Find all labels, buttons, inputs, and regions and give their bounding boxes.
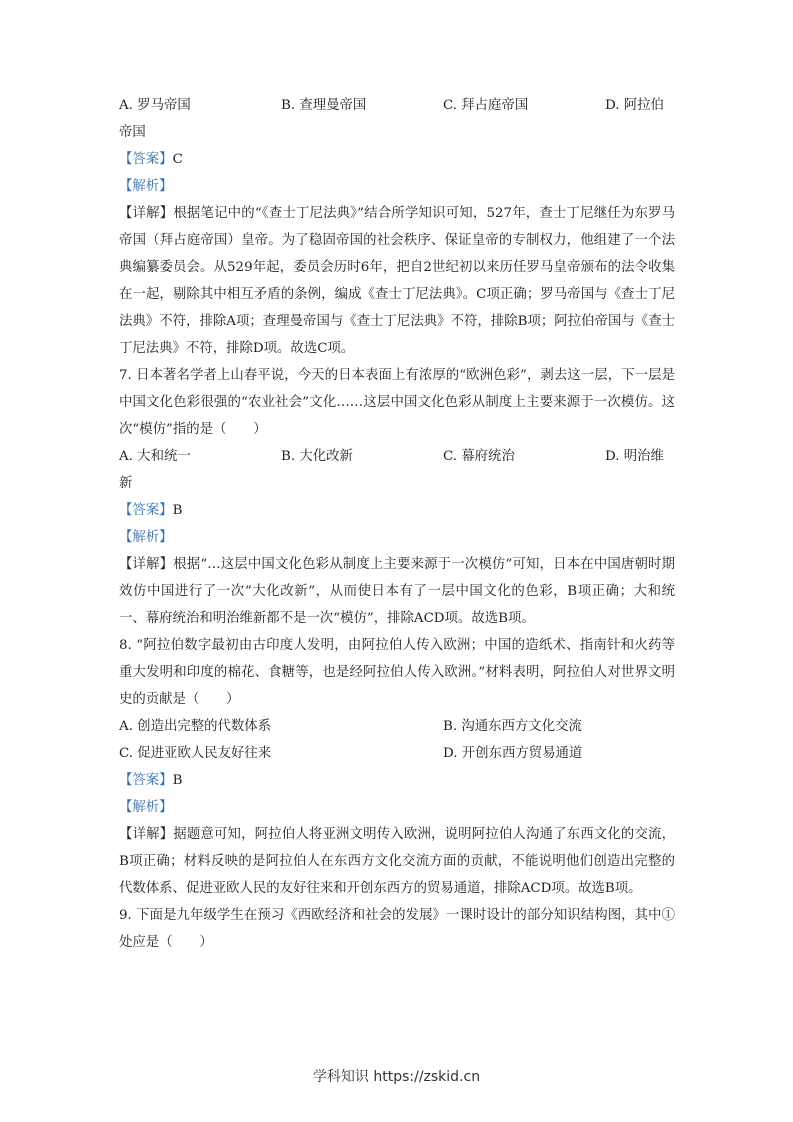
q6-option-b: B. 查理曼帝国 — [281, 98, 367, 113]
q6-answer — [119, 146, 675, 173]
q7-answer — [119, 497, 675, 524]
answer-value: C — [172, 152, 183, 167]
q7-options — [119, 443, 675, 470]
detail-text: 根据“…这层中国文化色彩从制度上主要来源于一次模仿”可知，日本在中国唐朝时期效仿中国进行了一次“大化改新”，从而使日本有了一层中国文化的色彩，B项正确；大和统一、幕府统治和明治维新都不是一次“模仿”，排除ACD项。故选B项。 — [119, 557, 675, 626]
q7-option-wrap: 新 — [119, 476, 133, 491]
q7-option-d: D. 明治维 — [605, 449, 664, 464]
q7-detail — [119, 551, 675, 632]
q6-option-d: D. 阿拉伯 — [605, 98, 664, 113]
detail-text: 根据笔记中的“《查士丁尼法典》”结合所学知识可知，527年，查士丁尼继任为东罗马帝国（拜占庭帝国）皇帝。为了稳固帝国的社会秩序、保证皇帝的专制权力，他组建了一个法典编纂委员会。从529年起，委员会历时6年，把自2世纪初以来历任罗马皇帝颁布的法令收集在一起，剔除其中相互矛盾的条例，编成《查士丁尼法典》。C项正确；罗马帝国与《查士丁尼法典》不符，排除A项；查理曼帝国与《查士丁尼法典》不符，排除B项；阿拉伯帝国与《查士丁尼法典》不符，排除D项。故选C项。 — [119, 206, 675, 356]
answer-value: B — [172, 773, 183, 788]
q7-option-b: B. 大化改新 — [281, 449, 353, 464]
q8-option-d: D. 开创东西方贸易通道 — [443, 746, 583, 761]
detail-label: 【详解】 — [119, 827, 174, 842]
answer-label: 【答案】 — [119, 152, 173, 167]
q9-stem: 9. 下面是九年级学生在预习《西欧经济和社会的发展》一课时设计的部分知识结构图，其中①处应是（ ） — [119, 908, 675, 950]
answer-value: B — [172, 503, 183, 518]
detail-text: 据题意可知，阿拉伯人将亚洲文明传入欧洲，说明阿拉伯人沟通了东西文化的交流，B项正确；材料反映的是阿拉伯人在东西方文化交流方面的贡献，不能说明他们创造出完整的代数体系、促进亚欧人民的友好往来和开创东西方的贸易通道，排除ACD项。故选B项。 — [119, 827, 676, 896]
document-page — [119, 92, 675, 956]
q6-detail — [119, 200, 675, 362]
q6-option-a: A. 罗马帝国 — [119, 98, 191, 113]
q7-option-c: C. 幕府统治 — [443, 449, 515, 464]
q8-detail — [119, 821, 675, 902]
q8-analysis-label: 【解析】 — [119, 800, 173, 815]
answer-label: 【答案】 — [119, 503, 173, 518]
q8-option-c: C. 促进亚欧人民友好往来 — [119, 746, 272, 761]
q8-stem: 8. “阿拉伯数字最初由古印度人发明，由阿拉伯人传入欧洲；中国的造纸术、指南针和火药等重大发明和印度的棉花、食糖等，也是经阿拉伯人传入欧洲。”材料表明，阿拉伯人对世界文明史的贡献是（ ） — [119, 638, 675, 707]
q6-options — [119, 92, 675, 119]
detail-label: 【详解】 — [119, 557, 174, 572]
q8-option-a: A. 创造出完整的代数体系 — [119, 719, 272, 734]
q6-option-wrap: 帝国 — [119, 125, 146, 140]
q6-analysis-label: 【解析】 — [119, 179, 173, 194]
answer-label: 【答案】 — [119, 773, 173, 788]
q7-option-a: A. 大和统一 — [119, 449, 191, 464]
q7-stem: 7. 日本著名学者上山春平说，今天的日本表面上有浓厚的“欧洲色彩”，剥去这一层，下一层是中国文化色彩很强的“农业社会”文化……这层中国文化色彩从制度上主要来源于一次模仿。这次“模仿”指的是（ ） — [119, 368, 675, 437]
detail-label: 【详解】 — [119, 206, 174, 221]
page-footer[interactable]: 学科知识 https://zskid.cn — [312, 1069, 481, 1085]
q8-options-row2 — [119, 740, 675, 767]
q8-options-row1 — [119, 713, 675, 740]
q7-analysis-label: 【解析】 — [119, 530, 173, 545]
q8-option-b: B. 沟通东西方文化交流 — [443, 719, 582, 734]
q8-answer — [119, 767, 675, 794]
q6-option-c: C. 拜占庭帝国 — [443, 98, 529, 113]
